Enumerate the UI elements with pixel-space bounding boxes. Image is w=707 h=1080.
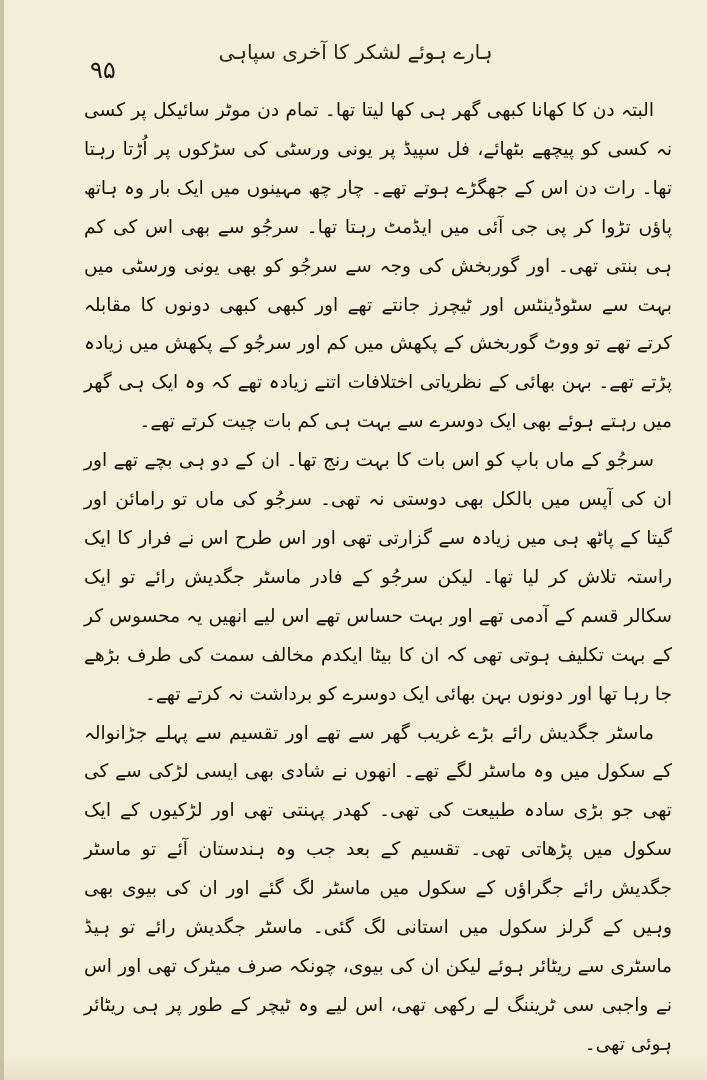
- paper-edge-shading: [4, 1056, 707, 1080]
- paragraph: ماسٹر جگدیش رائے بڑے غریب گھر سے تھے اور تقسیم سے پہلے جڑانوالہ کے سکول میں وہ ماسٹر لگے تھے۔ انھوں نے شادی بھی ایسی لڑکی سے کی تھی جو بڑی سادہ طبیعت کی تھی۔ کھدر پہنتی تھی اور لڑکیوں کے ایک سکول میں پڑھاتی تھی۔ تقسیم کے بعد جب وہ ہندستان آئے تو ماسٹر جگدیش رائے جگراؤں کے سکول میں ماسٹر لگ گئے اور ان کی بیوی بھی وہیں کے گرلز سکول میں استانی لگ گئی۔ ماسٹر جگدیش رائے تو ہیڈ ماسٹری سے ریٹائر ہوئے لیکن ان کی بیوی، چونکہ صرف میٹرک تھی اور اس نے واجبی سی ٹریننگ لے رکھی تھی، اس لیے وہ ٹیچر کے طور پر ہی ریٹائر ہوئی تھی۔: [84, 722, 672, 1055]
- page-body: [84, 92, 672, 1055]
- page-number: ۹۵: [90, 56, 116, 84]
- running-title: ہارے ہوئے لشکر کا آخری سپاہی: [218, 40, 493, 64]
- paragraph: سرجُو کے ماں باپ کو اس بات کا بہت رنج تھا۔ ان کے دو ہی بچے تھے اور ان کی آپس میں بالکل بھی دوستی نہ تھی۔ سرجُو کی ماں تو رامائن اور گیتا کے پاٹھ ہی میں زیادہ سے گزارتی تھی اور اس طرح اس نے فرار کا ایک راستہ تلاش کر لیا تھا۔ لیکن سرجُو کے فادر ماسٹر جگدیش رائے تو ایک سکالر قسم کے آدمی تھے اور بہت حساس تھے اس لیے انھیں یہ محسوس کر کے بہت تکلیف ہوتی تھی کہ ان کا بیٹا ایکدم مخالف سمت کی طرف بڑھے جا رہا تھا اور دونوں بہن بھائی ایک دوسرے کو برداشت نہ کرتے تھے۔: [84, 450, 672, 705]
- paragraph: البتہ دن کا کھانا کبھی گھر ہی کھا لیتا تھا۔ تمام دن موٹر سائیکل پر کسی نہ کسی کو پیچھے بٹھائے، فل سپیڈ پر یونی ورسٹی کی سڑکوں پر اُڑتا رہتا تھا۔ رات دن اس کے جھگڑے ہوتے تھے۔ چار چھ مہینوں میں ایک بار وہ ہاتھ پاؤں تڑوا کر پی جی آئی میں ایڈمٹ رہتا تھا۔ سرجُو سے بھی اس کی کم ہی بنتی تھی۔ اور گوربخش کی وجہ سے سرجُو کو بھی یونی ورسٹی میں بہت سے سٹوڈینٹس اور ٹیچرز جانتے تھے اور کبھی کبھی دونوں کا مقابلہ کرتے تھے تو ووٹ گوربخش کے پکھش میں کم اور سرجُو کے پکھش میں زیادہ پڑتے تھے۔ بہن بھائی کے نظریاتی اختلافات اتنے زیادہ تھے کہ وہ ایک ہی گھر میں رہتے ہوئے بھی ایک دوسرے سے بہت ہی کم بات چیت کرتے تھے۔: [84, 100, 672, 433]
